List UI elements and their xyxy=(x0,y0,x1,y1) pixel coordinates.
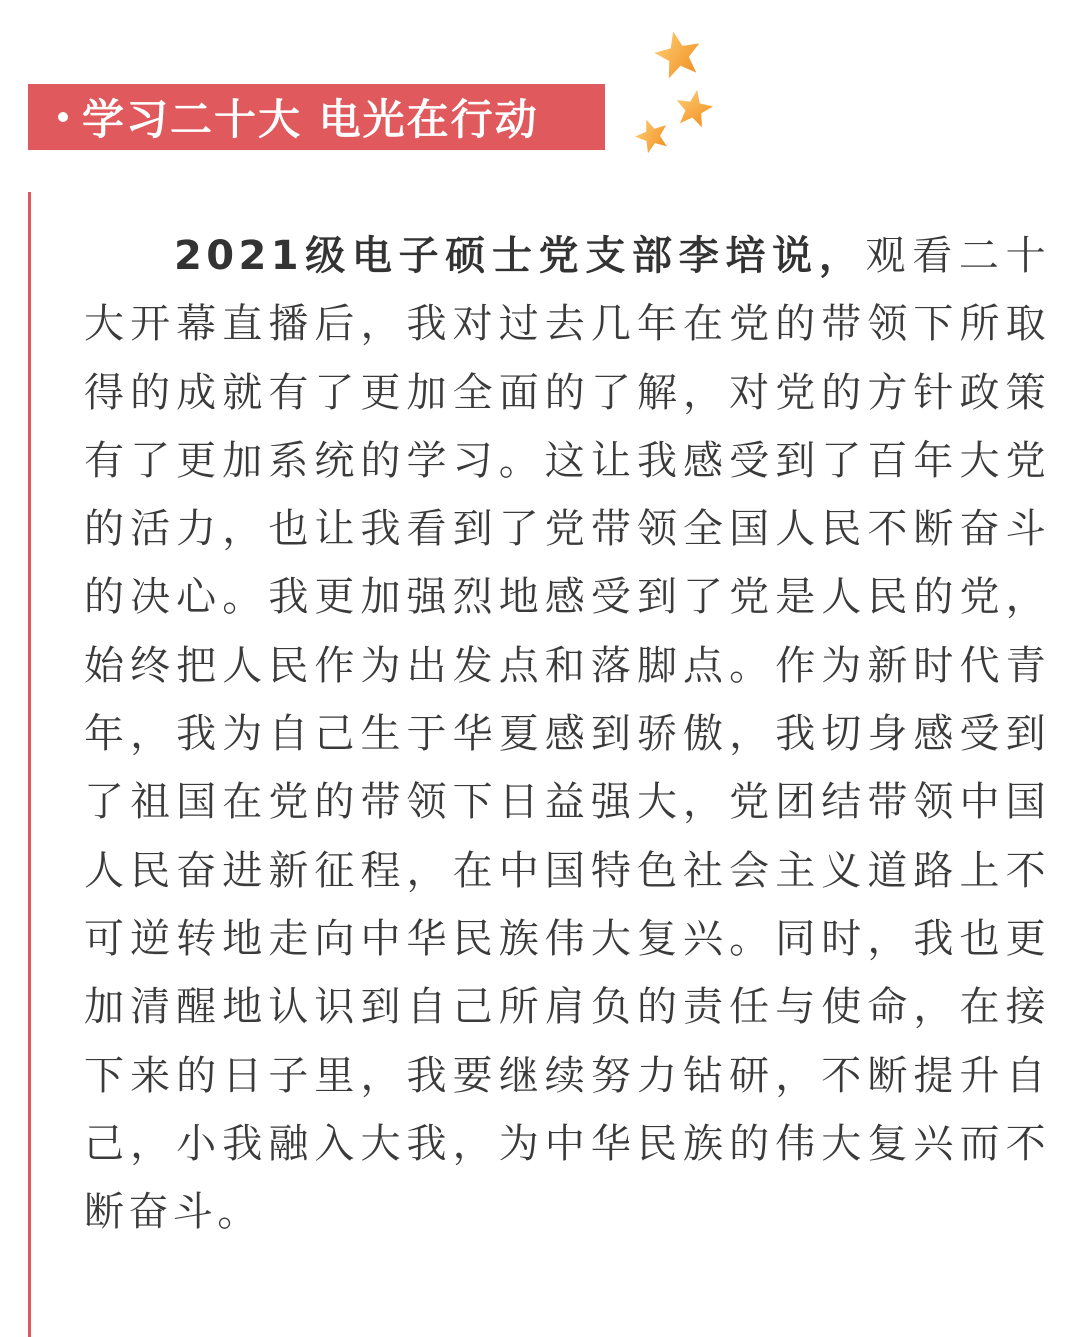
article-body: 观看二十大开幕直播后，我对过去几年在党的带领下所取得的成就有了更加全面的了解，对党的方针政策有了更加系统的学习。这让我感受到了百年大党的活力，也让我看到了党带领全国人民不断奋斗的决心。我更加强烈地感受到了党是人民的党，始终把人民作为出发点和落脚点。作为新时代青年，我为自己生于华夏感到骄傲，我切身感受到了祖国在党的带领下日益强大，党团结带领中国人民奋进新征程，在中国特色社会主义道路上不可逆转地走向中华民族伟大复兴。同时，我也更加清醒地认识到自己所肩负的责任与使命，在接下来的日子里，我要继续努力钻研，不断提升自己，小我融入大我，为中华民族的伟大复兴而不断奋斗。 xyxy=(84,233,1050,1236)
star-icon xyxy=(674,88,714,128)
star-icon xyxy=(634,117,670,153)
bullet-dot xyxy=(58,112,68,122)
left-accent-rule xyxy=(28,192,31,1337)
section-title: 学习二十大 电光在行动 xyxy=(82,95,539,144)
star-icon xyxy=(653,29,703,79)
section-header-banner xyxy=(28,84,605,150)
article-lead: 2021级电子硕士党支部李培说， xyxy=(174,233,866,279)
article-paragraph xyxy=(84,222,1050,1246)
